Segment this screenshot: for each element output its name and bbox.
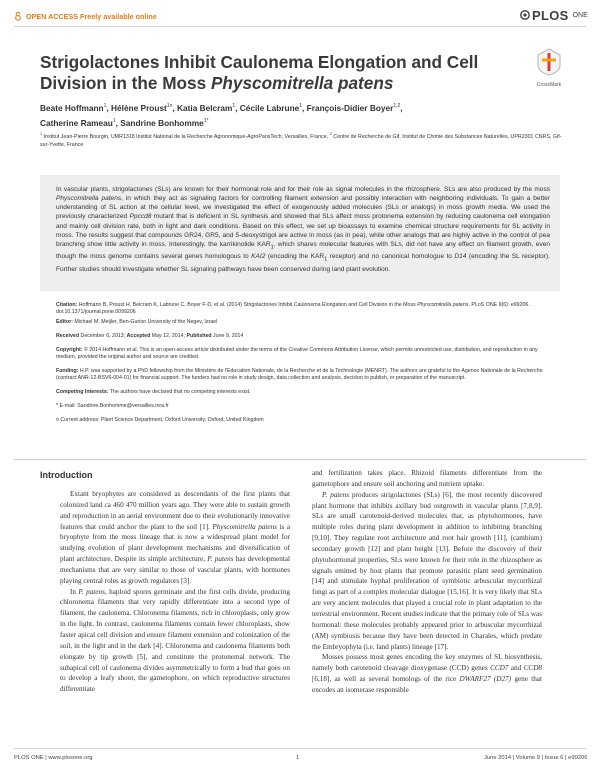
author: Katia Belcram$^1$ (177, 102, 236, 113)
footer-issue: June 2014 | Volume 9 | Issue 6 | e99206 (484, 755, 588, 761)
author: Sandrine Bonhomme$^{1*}$ (120, 117, 209, 128)
one-wordmark: ONE (572, 11, 588, 19)
title-line-2: Division in the Moss (40, 73, 211, 93)
crossmark-label: CrossMark (536, 82, 562, 88)
current-address: ¤ Current address: Plant Science Department, Oxford University, Oxford, United Kingdom (56, 417, 264, 423)
body-column-right (312, 468, 542, 696)
header-divider (14, 26, 586, 27)
paragraph: Extant bryophytes are considered as descendants of the first plants that colonized land ca 460 470 million years ago. They were able to sustain growth and reproduction in an aerial environment due to their evolutionarily innovative features that could anchor the plant to the soil [1]. Physcomitrella patens is a bryophyte from the moss lineage that is now a widespread plant model for studying evolution of plant development mechanisms and diversification of plant architecture. Despite its simple architecture, P. patens has developmental mechanisms that are very similar to those of vascular plants, with hormones playing central roles as growth regulators [3]. (60, 490, 291, 585)
paragraph: In P. patens, haploid spores germinate and the first cells divide, producing chloronema filaments that very rapidly differentiate into a second type of filament, the caulonema. Chloronema filaments, rich in chloroplasts, only grow in the light. In contrast, caulonema filaments contain fewer chloroplasts, show faster apical cell division and ensure filament extension and colonization of the soil, in the light and in the dark [4]. Chloronema and caulonema filaments both elongate by tip growth [5], and constitute the protonemal network. The subapical cell of caulonema divides asymmetrically to form a bud that goes on to develop a leafy shoot, the gametophore, on which reproductive structures differentiate (60, 587, 290, 694)
footer-journal[interactable]: PLOS ONE | www.plosone.org (14, 755, 93, 761)
plos-one-logo (520, 8, 588, 22)
author: François-Didier Boyer$^{1,2}$ (306, 102, 401, 113)
section-divider (14, 459, 586, 460)
body-column-left (60, 489, 290, 695)
footer-divider (14, 748, 586, 749)
title-species: Physcomitrella patens (210, 73, 394, 93)
author: Beate Hoffmann$^1$ (40, 102, 107, 113)
dates: Received December 6, 2013; Accepted May 12, 2014; Published June 9, 2014 (56, 333, 244, 339)
abstract-text: In vascular plants, strigolactones (SLs) are known for their hormonal role and for their role as signal molecules in the rhizosphere. SLs are also produced by the moss Physcomitrella patens, in which they act as signaling factors for controlling filament extension and possibly interaction with neighboring individuals. To gain a better understanding of SL action at the cellular level, we investigated the effect of exogenously added molecules (SLs or analogs) in moss growth media. We used the previously characterized Ppccd8 mutant that is deficient in SL synthesis and showed that SLs affect moss protonema extension by reducing caulonema cell elongation and mainly cell division rate, both in light and dark conditions. Based on this effect, we set up bioassays to examine chemical structure requirements for SL activity in moss. The results suggest that compounds GR24, GR5, and 5-deoxystrigol are active in moss (as in pea), while other analogs that are highly active in the control of pea branching show little activity in moss. Interestingly, the karrikinolide $KAR_1$, which shares molecular features with SLs, did not have any effect on filament growth, even though the moss genome contains several genes homologous to KAI2 (encoding the $KAR_1$ receptor) and no canonical homologue to D14 (encoding the SL receptor). Further studies should investigate whether SL signaling pathways have been conserved during land plant evolution. (56, 186, 550, 273)
open-access-banner (14, 10, 484, 22)
paragraph: Mosses possess most genes encoding the key enzymes of SL biosynthesis, namely both carotenoid cleavage dioxygenase (CCD) genes CCD7 and CCD8 [6,18], as well as several homologs of the rice DWARF27 (D27) gene that encodes an isomerase responsible (312, 653, 542, 694)
competing-interests: Competing Interests: The authors have declared that no competing interests exist. (56, 389, 251, 395)
author: Catherine Rameau$^1$ (40, 117, 116, 128)
funding: Funding: H.P. was supported by a PhD fellowship from the Ministère de l'Education Nationale, de la Recherche et de la Technologie (MENRT). The authors are grateful to the Agence Nationale de la Recherche (contract ANR-12-BSV6-004-01) for financial support. The funders had no role in study design, data collection and analysis, decision to publish, or preparation of the manuscript. (56, 368, 543, 381)
corresponding-email[interactable]: * E-mail: Sandrine.Bonhomme@versailles.inra.fr (56, 403, 169, 409)
author: Cécile Labrune$^1$ (239, 102, 303, 113)
copyright: Copyright: © 2014 Hoffmann et al. This is an open-access article distributed under the terms of the Creative Commons Attribution License, which permits unrestricted use, distribution, and reproduction in any medium, provided the original author and source are credited. (56, 347, 538, 360)
plos-wordmark: PLOS (532, 7, 569, 23)
paragraph: and fertilization takes place. Rhizoid filaments differentiate from the gametophore and ensure soil anchoring and nutrient uptake. (312, 469, 542, 488)
editor: Editor: Michael M. Meijler, Ben-Gurion University of the Negev, Israel (56, 319, 218, 325)
article-metadata (56, 302, 546, 427)
paragraph: P. patens produces strigolactones (SLs) [6], the most recently discovered plant hormone that inhibits axillary bud outgrowth in vascular plants [7,8,9]. SLs are small carotenoid-derived molecules that, as phytohormones, have multiple roles during plant development in addition to inhibiting branching [9,10]. They regulate root architecture and root hair growth [11], (cambium) secondary growth [12] and plant height [13]. Before the discovery of their phytohormonal properties, SLs were known for their role in the rhizosphere as signals emitted by host plants that promote parasitic plant seed germination [14] and stimulate hyphal proliferation of symbiotic arbuscular mycorrhizal fungi as part of a complex molecular dialogue [15,16]. It is very likely that SLs are very ancient molecules that played a crucial role in plant adaptation to the terrestrial environment. Recent studies indicate that the primary role of SLs was hormonal: these molecules probably appeared prior to arbuscular mycorrhizal (AM) symbiosis because they have been detected in Charales, which predate the Embryophyta (i.e. land plants) lineage [17]. (312, 490, 542, 651)
plos-globe-icon (520, 10, 530, 20)
author-list: Beate Hoffmann$^1$, Hélène Proust$^{1¤}$, Katia Belcram$^1$, Cécile Labrune$^1$, François-Didier Boyer$^{1,2}$, Catherine Rameau$^1$, Sandrine Bonhomme$^{1*}$ (40, 102, 403, 128)
introduction-heading: Introduction (40, 470, 93, 480)
crossmark-badge[interactable] (526, 48, 572, 88)
open-access-lock-icon (14, 12, 22, 21)
citation: Citation: Hoffmann B, Proust H, Belcram K, Labrune C, Boyer F-D, et al. (2014) Strigolactones Inhibit Caulonema Elongation and Cell Division in the Moss Physcomitrella patens. PLoS ONE 9(6): e99206. doi:10.1371/journal.pone.0099206 (56, 302, 530, 315)
crossmark-icon (536, 48, 562, 76)
article-title (40, 52, 510, 94)
page-number: 1 (296, 755, 300, 761)
author: Hélène Proust$^{1¤}$ (111, 102, 173, 113)
title-line-1: Strigolactones Inhibit Caulonema Elongation and Cell (40, 52, 479, 72)
affiliations: $^1$ Institut Jean-Pierre Bourgin, UMR1318 Institut National de la Recherche Agronomique-AgroParisTech, Versailles, France, $^2$ Centre de Recherche de Gif, Institut de Chimie des Substances Naturelles, UPR2301 CNRS, Gif-sur-Yvette, France (40, 131, 562, 148)
open-access-text: OPEN ACCESS Freely available online (26, 11, 157, 21)
